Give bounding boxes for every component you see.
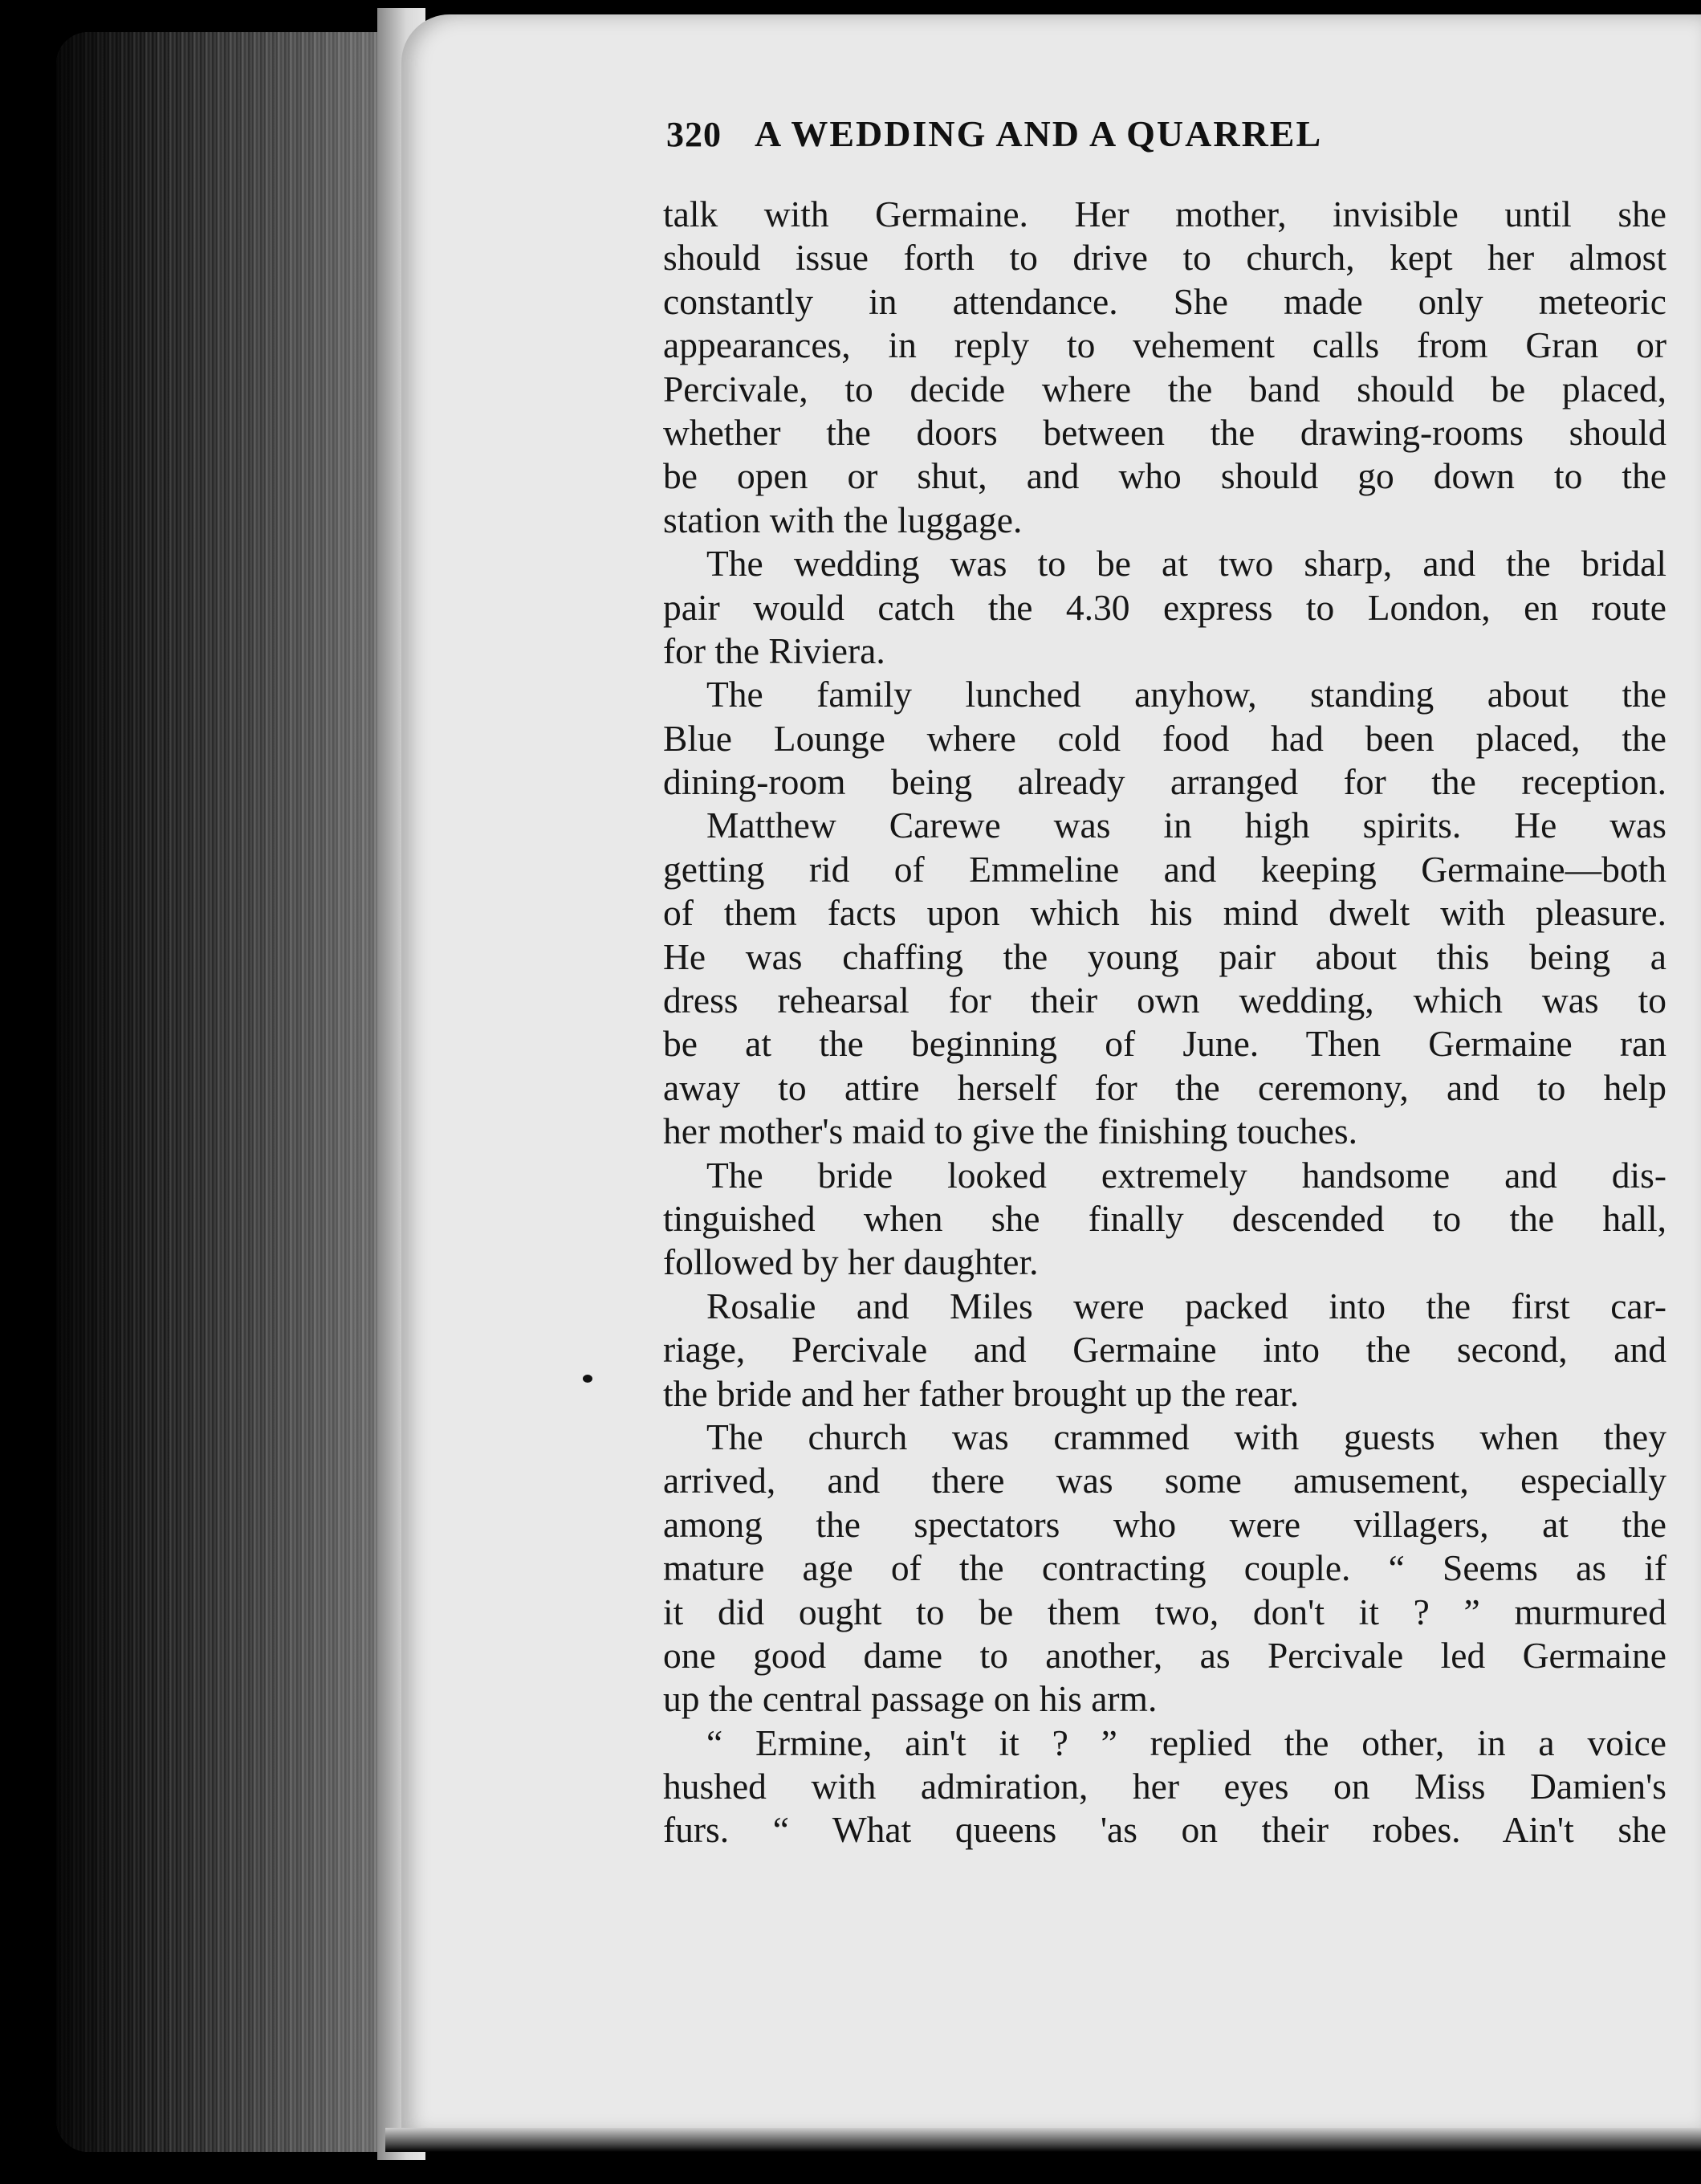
text-line: away to attire herself for the ceremony, and to help	[663, 1066, 1666, 1108]
text-line: The wedding was to be at two sharp, and the bridal	[706, 543, 1666, 585]
text-line: it did ought to be them two, don't it ? ” murmured	[663, 1591, 1666, 1632]
text-line: dining-room being already arranged for the reception.	[663, 761, 1666, 803]
ink-speck	[583, 1375, 592, 1383]
text-line: one good dame to another, as Percivale led Germaine	[663, 1634, 1666, 1676]
text-line: should issue forth to drive to church, kept her almost	[663, 237, 1666, 279]
text-line: up the central passage on his arm.	[663, 1678, 1158, 1720]
text-line: The family lunched anyhow, standing about the	[706, 674, 1666, 715]
text-line: Percivale, to decide where the band should be placed,	[663, 368, 1666, 410]
text-line: getting rid of Emmeline and keeping Germaine—both	[663, 848, 1666, 890]
text-line: tinguished when she finally descended to the hall,	[663, 1197, 1666, 1239]
text-line: be at the beginning of June. Then Germaine ran	[663, 1023, 1666, 1065]
text-line: The church was crammed with guests when they	[706, 1416, 1666, 1457]
text-line: Blue Lounge where cold food had been placed, the	[663, 717, 1666, 759]
page-number: 320	[666, 115, 722, 154]
text-line: “ Ermine, ain't it ? ” replied the other, in a voice	[706, 1722, 1666, 1763]
text-line: The bride looked extremely handsome and dis-	[706, 1154, 1666, 1196]
text-line: her mother's maid to give the finishing touches.	[663, 1110, 1357, 1152]
page-bottom-edge	[385, 2128, 1701, 2152]
text-line: mature age of the contracting couple. “ Seems as if	[663, 1547, 1666, 1589]
text-line: talk with Germaine. Her mother, invisible until she	[663, 194, 1666, 234]
text-line: constantly in attendance. She made only meteoric	[663, 280, 1666, 322]
text-line: dress rehearsal for their own wedding, which was to	[663, 980, 1666, 1021]
text-line: He was chaffing the young pair about this being a	[663, 935, 1666, 977]
text-line: riage, Percivale and Germaine into the second, and	[663, 1329, 1666, 1371]
text-line: the bride and her father brought up the rear.	[663, 1372, 1300, 1414]
running-head	[666, 112, 1525, 169]
text-line: followed by her daughter.	[663, 1241, 1039, 1283]
text-line: pair would catch the 4.30 express to London, en route	[663, 586, 1666, 628]
text-line: whether the doors between the drawing-rooms should	[663, 411, 1666, 453]
text-line: be open or shut, and who should go down to the	[663, 455, 1666, 497]
text-line: Rosalie and Miles were packed into the first car-	[706, 1285, 1666, 1326]
text-line: arrived, and there was some amusement, especially	[663, 1460, 1666, 1502]
text-line: for the Riviera.	[663, 630, 885, 671]
text-line: of them facts upon which his mind dwelt with pleasure.	[663, 892, 1666, 934]
book-page-edges	[56, 32, 401, 2152]
chapter-title: A WEDDING AND A QUARREL	[755, 113, 1323, 154]
body-text	[663, 193, 1666, 1852]
text-line: hushed with admiration, her eyes on Miss Damien's	[663, 1766, 1666, 1807]
text-line: furs. “ What queens 'as on their robes. Ain't she	[663, 1809, 1666, 1851]
text-line: station with the luggage.	[663, 499, 1023, 540]
text-line: among the spectators who were villagers, at the	[663, 1503, 1666, 1545]
text-line: appearances, in reply to vehement calls from Gran or	[663, 324, 1666, 366]
text-line: Matthew Carewe was in high spirits. He was	[706, 805, 1666, 846]
